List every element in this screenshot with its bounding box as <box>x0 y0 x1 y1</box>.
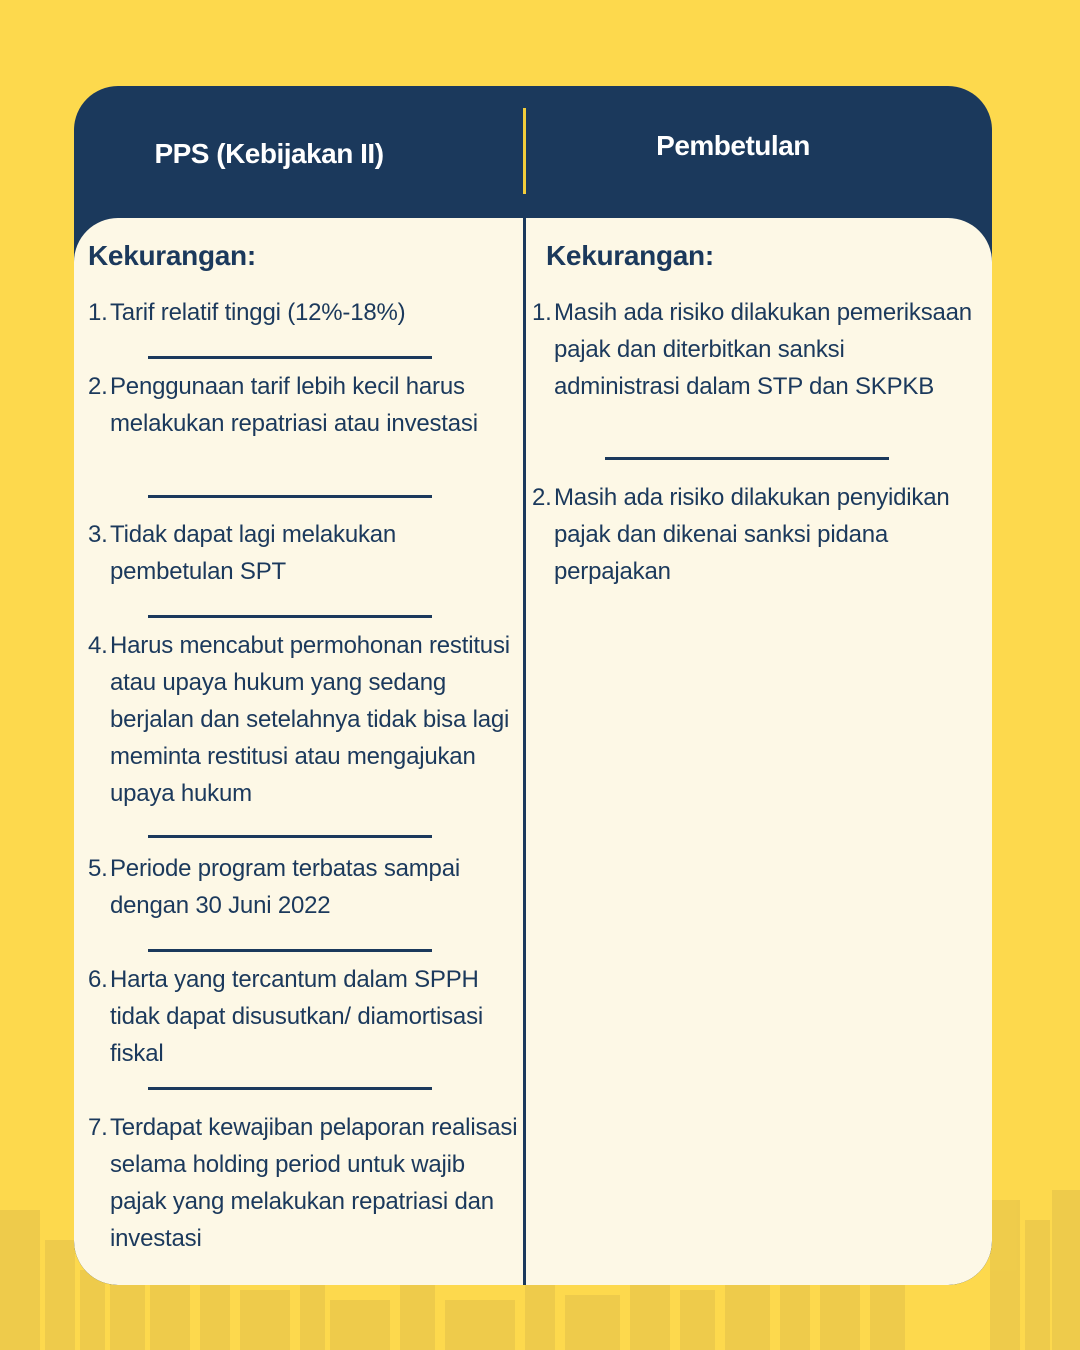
pps-separator <box>148 835 432 838</box>
pembetulan-item-2-number: 2. <box>532 484 552 511</box>
pps-item-7-text: Terdapat kewajiban pelaporan realisasi selama holding period untuk wajib pajak yang melakukan repatriasi dan investasi <box>110 1114 518 1252</box>
pps-separator <box>148 495 432 498</box>
pps-item-6-text: Harta yang tercantum dalam SPPH tidak dapat disusutkan/ diamortisasi fiskal <box>110 966 484 1067</box>
pembetulan-item-2-text: Masih ada risiko dilakukan penyidikan pajak dan dikenai sanksi pidana perpajakan <box>554 484 950 585</box>
pps-item-3-text: Tidak dapat lagi melakukan pembetulan SPT <box>110 521 397 585</box>
pps-item-1 <box>88 294 518 331</box>
column-divider <box>523 218 526 1285</box>
pps-item-5 <box>88 850 518 924</box>
pembetulan-item-1-number: 1. <box>532 299 552 326</box>
pps-item-6-number: 6. <box>88 966 108 993</box>
pps-separator <box>148 615 432 618</box>
pps-item-2-number: 2. <box>88 373 108 400</box>
pps-item-2 <box>88 368 518 442</box>
pps-item-1-number: 1. <box>88 299 108 326</box>
pps-item-4 <box>88 627 518 812</box>
pembetulan-item-2 <box>532 479 972 590</box>
card-body <box>74 218 992 1285</box>
column-header-pps: PPS (Kebijakan II) <box>154 138 384 169</box>
pps-item-2-text: Penggunaan tarif lebih kecil harus melakukan repatriasi atau investasi <box>110 373 478 437</box>
pps-separator <box>148 949 432 952</box>
pps-item-5-number: 5. <box>88 855 108 882</box>
pembetulan-heading: Kekurangan: <box>546 240 714 271</box>
pps-item-6 <box>88 961 518 1072</box>
column-header-pembetulan: Pembetulan <box>656 130 810 161</box>
pps-separator <box>148 356 432 359</box>
pembetulan-item-1 <box>532 294 972 405</box>
pps-item-4-text: Harus mencabut permohonan restitusi atau upaya hukum yang sedang berjalan dan setelahnya tidak bisa lagi meminta restitusi atau mengajukan upaya hukum <box>110 632 510 807</box>
pps-item-5-text: Periode program terbatas sampai dengan 30 Juni 2022 <box>110 855 460 919</box>
pps-item-1-text: Tarif relatif tinggi (12%-18%) <box>110 299 406 326</box>
pps-item-7 <box>88 1109 523 1257</box>
pps-item-7-number: 7. <box>88 1114 108 1141</box>
pembetulan-item-1-text: Masih ada risiko dilakukan pemeriksaan pajak dan diterbitkan sanksi administrasi dalam STP dan SKPKB <box>554 299 972 400</box>
comparison-card <box>74 86 992 1285</box>
pps-item-3 <box>88 516 518 590</box>
pps-item-3-number: 3. <box>88 521 108 548</box>
pps-item-4-number: 4. <box>88 632 108 659</box>
card-header <box>74 86 992 218</box>
pps-heading: Kekurangan: <box>88 240 256 271</box>
pps-separator <box>148 1087 432 1090</box>
pembetulan-separator <box>605 457 889 460</box>
